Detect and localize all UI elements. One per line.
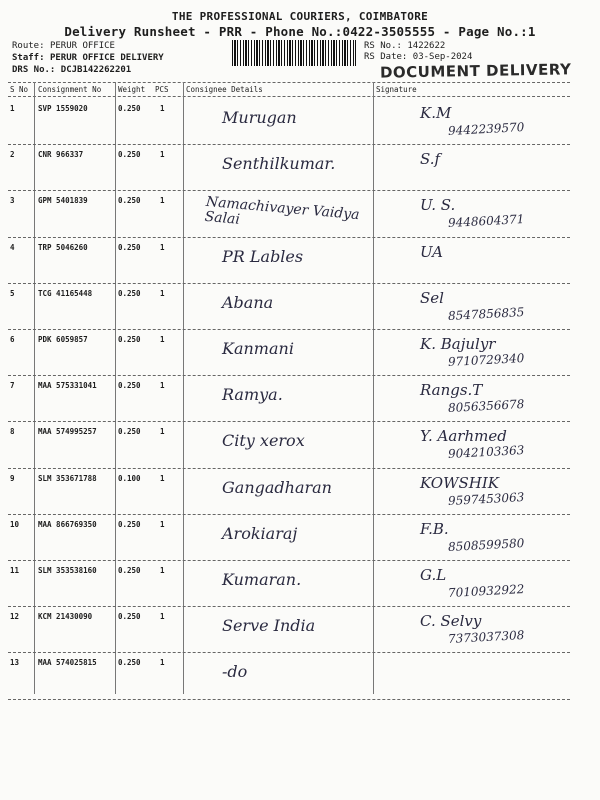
row-signature-name: K.M xyxy=(420,104,452,122)
header-weight: Weight xyxy=(118,85,146,94)
row-weight: 0.250 xyxy=(118,427,141,437)
staff-label: Staff: xyxy=(12,53,45,63)
header-signature: Signature xyxy=(376,85,417,94)
row-sno: 11 xyxy=(10,566,20,575)
header-consignment-no: Consignment No xyxy=(38,85,102,94)
row-signature-phone: 7373037308 xyxy=(447,628,525,647)
table-top-border xyxy=(8,82,570,83)
row-sno: 2 xyxy=(10,150,15,160)
row-consignee-name: Kumaran. xyxy=(222,570,302,589)
row-weight: 0.250 xyxy=(118,242,141,252)
header-consignee-details: Consignee Details xyxy=(186,85,263,94)
row-weight: 0.250 xyxy=(118,612,141,622)
row-consignment-no: TCG 41165448 xyxy=(38,288,93,298)
row-divider xyxy=(8,190,570,191)
row-pcs: 1 xyxy=(160,658,165,668)
row-divider xyxy=(8,468,570,469)
row-signature-name: KOWSHIK xyxy=(420,473,500,492)
row-consignment-no: MAA 574995257 xyxy=(38,427,97,437)
header-sno: S No xyxy=(10,85,29,94)
row-consignment-no: KCM 21430090 xyxy=(38,612,93,622)
row-weight: 0.250 xyxy=(118,566,141,575)
row-divider xyxy=(8,283,570,284)
row-divider xyxy=(8,699,570,700)
row-pcs: 1 xyxy=(160,196,165,206)
barcode xyxy=(232,40,356,66)
row-consignee-name: Kanmani xyxy=(222,339,294,358)
row-pcs: 1 xyxy=(160,288,165,298)
row-weight: 0.100 xyxy=(118,473,141,483)
rs-date-label: RS Date: xyxy=(364,52,408,62)
route-label: Route: xyxy=(12,41,45,51)
row-consignee-name: Senthilkumar. xyxy=(222,154,336,174)
row-divider xyxy=(8,560,570,561)
row-pcs: 1 xyxy=(160,519,165,529)
row-pcs: 1 xyxy=(160,104,165,113)
row-consignee-name: Gangadharan xyxy=(222,477,332,497)
row-signature-phone: 9442239570 xyxy=(447,120,525,138)
staff-line xyxy=(12,52,164,64)
row-consignee-name: Serve India xyxy=(222,616,316,636)
row-sno: 7 xyxy=(10,381,15,391)
route-line xyxy=(12,40,115,52)
row-signature-name: C. Selvy xyxy=(420,612,482,631)
row-weight: 0.250 xyxy=(118,658,141,668)
row-sno: 6 xyxy=(10,335,15,344)
row-pcs: 1 xyxy=(160,335,165,344)
row-signature-name: Rangs.T xyxy=(420,381,483,400)
row-sno: 9 xyxy=(10,473,15,483)
row-pcs: 1 xyxy=(160,612,165,622)
row-consignment-no: MAA 574025815 xyxy=(38,658,97,668)
row-weight: 0.250 xyxy=(118,335,141,344)
col-divider xyxy=(34,82,35,694)
row-divider xyxy=(8,514,570,515)
row-sno: 5 xyxy=(10,288,15,298)
row-sno: 13 xyxy=(10,658,20,668)
row-consignee-name: Abana xyxy=(222,292,274,312)
route-value: PERUR OFFICE xyxy=(49,41,115,51)
document-delivery-stamp: DOCUMENT DELIVERY xyxy=(379,60,572,82)
row-consignment-no: SVP 1559020 xyxy=(38,104,88,113)
row-consignment-no: CNR 966337 xyxy=(38,150,84,160)
rs-date-line xyxy=(364,51,472,63)
row-signature-name: F.B. xyxy=(420,519,449,538)
row-signature-phone: 8547856835 xyxy=(447,304,525,323)
row-consignee-name: Murugan xyxy=(222,108,297,127)
row-consignment-no: MAA 575331041 xyxy=(38,381,97,391)
row-weight: 0.250 xyxy=(118,150,141,160)
row-divider xyxy=(8,606,570,607)
row-consignment-no: TRP 5046260 xyxy=(38,242,88,252)
row-weight: 0.250 xyxy=(118,519,141,529)
row-sno: 3 xyxy=(10,196,15,206)
row-consignment-no: MAA 866769350 xyxy=(38,519,97,529)
row-signature-name: U. S. xyxy=(420,196,456,215)
row-signature-phone: 9448604371 xyxy=(447,212,525,231)
rs-no-label: RS No.: xyxy=(364,41,402,51)
row-consignee-name: -do xyxy=(222,662,248,682)
row-pcs: 1 xyxy=(160,473,165,483)
row-signature-phone: 9710729340 xyxy=(447,351,525,369)
row-sno: 1 xyxy=(10,104,15,113)
row-sno: 8 xyxy=(10,427,15,437)
row-signature-phone: 9597453063 xyxy=(447,489,525,508)
row-signature-name: K. Bajulyr xyxy=(420,335,496,353)
row-consignee-name: Ramya. xyxy=(222,385,283,405)
drs-line xyxy=(12,64,131,76)
row-sno: 12 xyxy=(10,612,20,622)
row-consignment-no: GPM 5401839 xyxy=(38,196,88,206)
row-signature-name: Y. Aarhmed xyxy=(420,427,507,446)
row-divider xyxy=(8,144,570,145)
row-signature-phone: 9042103363 xyxy=(447,443,525,462)
col-divider xyxy=(115,82,116,694)
staff-value: PERUR OFFICE DELIVERY xyxy=(49,53,164,63)
row-divider xyxy=(8,375,570,376)
table-header-border xyxy=(8,96,570,97)
row-sno: 10 xyxy=(10,519,20,529)
row-weight: 0.250 xyxy=(118,104,141,113)
row-signature-phone: 8056356678 xyxy=(447,397,525,416)
row-consignment-no: SLM 353538160 xyxy=(38,566,97,575)
row-weight: 0.250 xyxy=(118,196,141,206)
row-weight: 0.250 xyxy=(118,381,141,391)
row-sno: 4 xyxy=(10,242,15,252)
row-pcs: 1 xyxy=(160,150,165,160)
row-pcs: 1 xyxy=(160,242,165,252)
drs-label: DRS No.: xyxy=(12,65,56,75)
row-consignee-name: Namachivayer Vaidya Salai xyxy=(204,194,361,229)
row-consignment-no: PDK 6059857 xyxy=(38,335,88,344)
row-divider xyxy=(8,329,570,330)
row-signature-phone: 8508599580 xyxy=(447,535,525,554)
row-pcs: 1 xyxy=(160,381,165,391)
row-signature-name: S.f xyxy=(420,150,441,169)
row-weight: 0.250 xyxy=(118,288,141,298)
row-divider xyxy=(8,652,570,653)
row-divider xyxy=(8,421,570,422)
rs-date-value: 03-Sep-2024 xyxy=(412,52,473,62)
row-pcs: 1 xyxy=(160,566,165,575)
header-pcs: PCS xyxy=(155,85,169,94)
col-divider xyxy=(183,82,184,694)
row-consignee-name: Arokiaraj xyxy=(222,523,298,543)
drs-value: DCJB142262201 xyxy=(60,65,132,75)
runsheet-title: Delivery Runsheet - PRR - Phone No.:0422-3505555 - Page No.:1 xyxy=(64,24,536,39)
rs-no-value: 1422622 xyxy=(407,41,446,51)
row-consignment-no: SLM 353671788 xyxy=(38,473,97,483)
row-consignee-name: City xerox xyxy=(222,431,305,451)
row-signature-name: Sel xyxy=(420,288,444,307)
company-title: THE PROFESSIONAL COURIERS, COIMBATORE xyxy=(171,10,429,23)
row-signature-phone: 7010932922 xyxy=(447,582,525,600)
row-signature-name: G.L xyxy=(420,566,447,584)
row-pcs: 1 xyxy=(160,427,165,437)
row-consignee-name: PR Lables xyxy=(222,246,304,266)
row-divider xyxy=(8,237,570,238)
row-signature-name: UA xyxy=(420,242,444,261)
